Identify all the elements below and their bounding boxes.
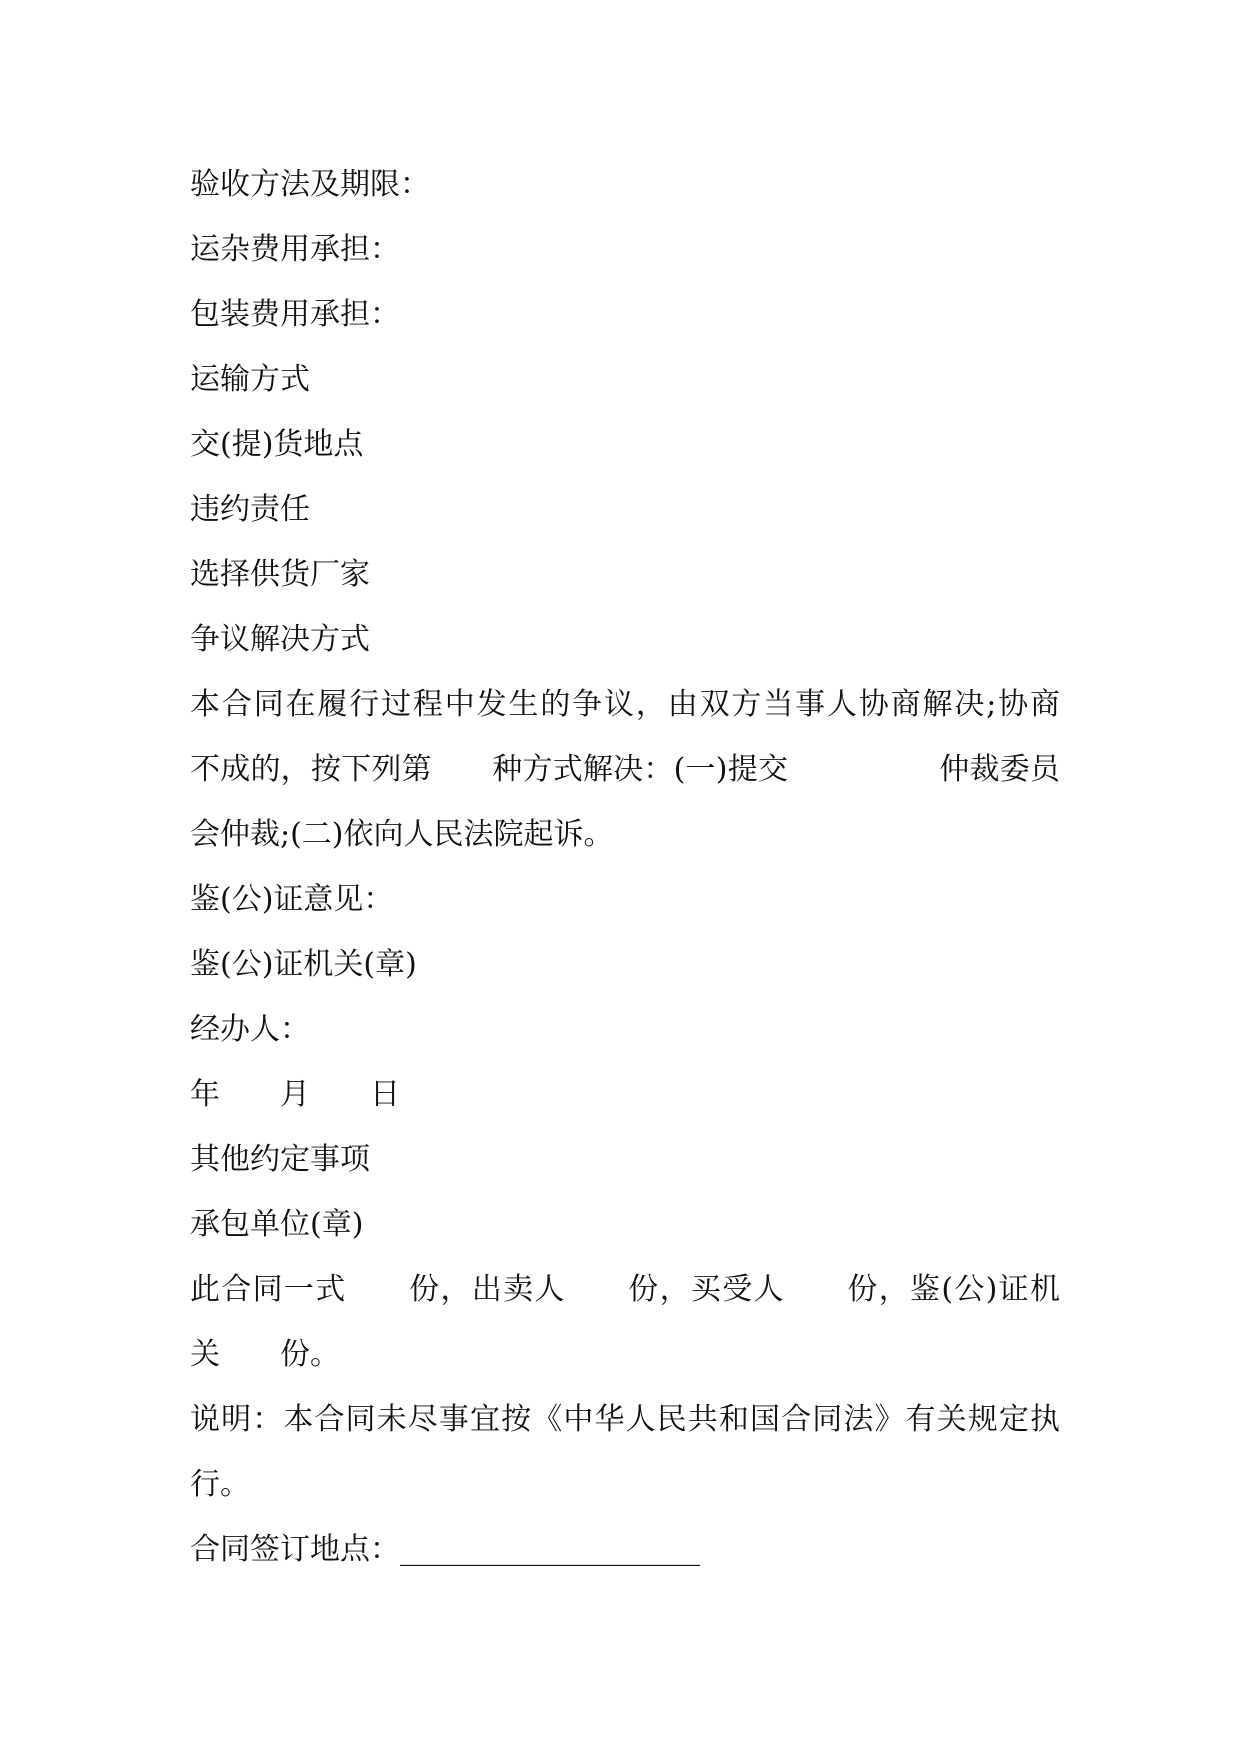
handler-line: 经办人： — [190, 1012, 310, 1047]
note-paragraph-line-1: 说明：本合同未尽事宜按《中华人民共和国合同法》有关规定执 — [190, 1402, 1060, 1437]
notarization-office-line: 鉴(公)证机关(章) — [190, 947, 417, 982]
signing-place-line: 合同签订地点：____________________ — [190, 1532, 700, 1567]
note-paragraph-line-2: 行。 — [190, 1467, 250, 1502]
transport-method-line: 运输方式 — [190, 362, 310, 397]
copies-paragraph-line-2: 关 份。 — [190, 1337, 340, 1372]
other-terms-line: 其他约定事项 — [190, 1142, 370, 1177]
breach-liability-line: 违约责任 — [190, 492, 310, 527]
dispute-paragraph-line-1: 本合同在履行过程中发生的争议，由双方当事人协商解决;协商 — [190, 687, 1060, 722]
acceptance-method-line: 验收方法及期限： — [190, 167, 430, 202]
supplier-selection-line: 选择供货厂家 — [190, 557, 370, 592]
date-line: 年 月 日 — [190, 1077, 400, 1112]
copies-paragraph-line-1: 此合同一式 份，出卖人 份，买受人 份，鉴(公)证机 — [190, 1272, 1060, 1307]
packaging-cost-line: 包装费用承担： — [190, 297, 400, 332]
notarization-opinion-line: 鉴(公)证意见： — [190, 882, 394, 917]
document-body — [190, 152, 1060, 1582]
dispute-paragraph-line-2: 不成的，按下列第 种方式解决：(一)提交 仲裁委员 — [190, 752, 1060, 787]
freight-cost-line: 运杂费用承担： — [190, 232, 400, 267]
delivery-place-line: 交(提)货地点 — [190, 427, 364, 462]
dispute-resolution-heading: 争议解决方式 — [190, 622, 370, 657]
dispute-paragraph-line-3: 会仲裁;(二)依向人民法院起诉。 — [190, 817, 614, 852]
contractor-seal-line: 承包单位(章) — [190, 1207, 364, 1242]
